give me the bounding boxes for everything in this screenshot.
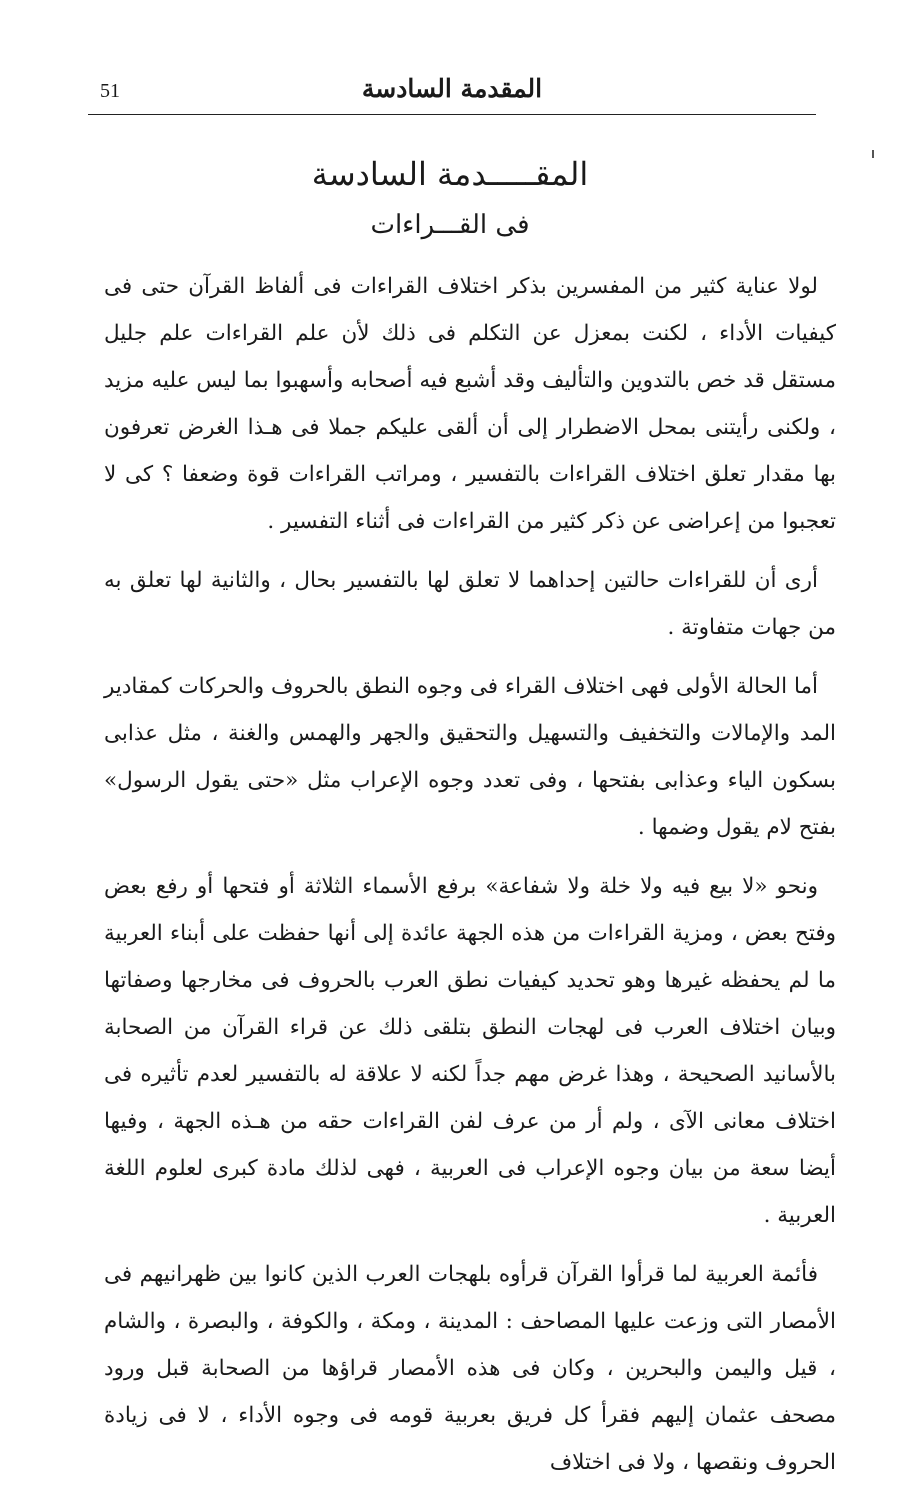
chapter-subtitle: فى القـــراءات bbox=[370, 210, 530, 240]
running-title: المقدمة السادسة bbox=[361, 74, 543, 103]
paragraph: فأئمة العربية لما قرأوا القرآن قرأوه بلهجات العرب الذين كانوا بين ظهرانيهم فى الأمصار التى وزعت عليها المصاحف : المدينة ، ومكة ، والكوفة ، والبصرة ، والشام ، قيل واليمن والبحرين ، وكان فى هذه الأمصار قراؤها من الصحابة قبل ورود مصحف عثمان إليهم فقرأ كل فريق بعربية قومه فى وجوه الأداء ، لا فى زيادة الحروف ونقصها ، ولا فى اختلاف bbox=[104, 1262, 836, 1475]
page-number: 51 bbox=[100, 80, 120, 102]
paragraph: ونحو «لا بيع فيه ولا خلة ولا شفاعة» برفع الأسماء الثلاثة أو فتحها أو رفع بعض وفتح بعض ، ومزية القراءات من هذه الجهة عائدة إلى أنها حفظت على أبناء العربية ما لم يحفظه غيرها وهو تحديد كيفيات نطق العرب بالحروف فى مخارجها وصفاتها وبيان اختلاف العرب فى لهجات النطق بتلقى ذلك عن قراء القرآن من الصحابة بالأسانيد الصحيحة ، وهذا غرض مهم جداً لكنه لا علاقة له بالتفسير لعدم تأثيره فى اختلاف معانى الآى ، ولم أر من عرف لفن القراءات حقه من هـذه الجهة ، وفيها أيضا سعة من بيان وجوه الإعراب فى العربية ، فهى لذلك مادة كبرى لعلوم اللغة العربية . bbox=[104, 874, 836, 1228]
chapter-title: المقـــــدمة السادسة bbox=[311, 155, 589, 193]
paragraph: أرى أن للقراءات حالتين إحداهما لا تعلق لها بالتفسير بحال ، والثانية لها تعلق به من جهات متفاوتة . bbox=[104, 568, 836, 640]
body-text bbox=[104, 263, 836, 1498]
paragraph: أما الحالة الأولى فهى اختلاف القراء فى وجوه النطق بالحروف والحركات كمقادير المد والإمالات والتخفيف والتسهيل والتحقيق والجهر والهمس والغنة ، مثل عذابى بسكون الياء وعذابى بفتحها ، وفى تعدد وجوه الإعراب مثل «حتى يقول الرسول» بفتح لام يقول وضمها . bbox=[104, 674, 836, 840]
paragraph: لولا عناية كثير من المفسرين بذكر اختلاف القراءات فى ألفاظ القرآن حتى فى كيفيات الأداء ، لكنت بمعزل عن التكلم فى ذلك لأن علم القراءات علم جليل مستقل قد خص بالتدوين والتأليف وقد أشبع فيه أصحابه وأسهبوا بما ليس عليه مزيد ، ولكنى رأيتنى بمحل الاضطرار إلى أن ألقى عليكم جملا فى هـذا الغرض تعرفون بها مقدار تعلق اختلاف القراءات بالتفسير ، ومراتب القراءات قوة وضعفا ؟ كى لا تعجبوا من إعراضى عن ذكر كثير من القراءات فى أثناء التفسير . bbox=[104, 274, 836, 534]
page-header bbox=[88, 70, 816, 115]
